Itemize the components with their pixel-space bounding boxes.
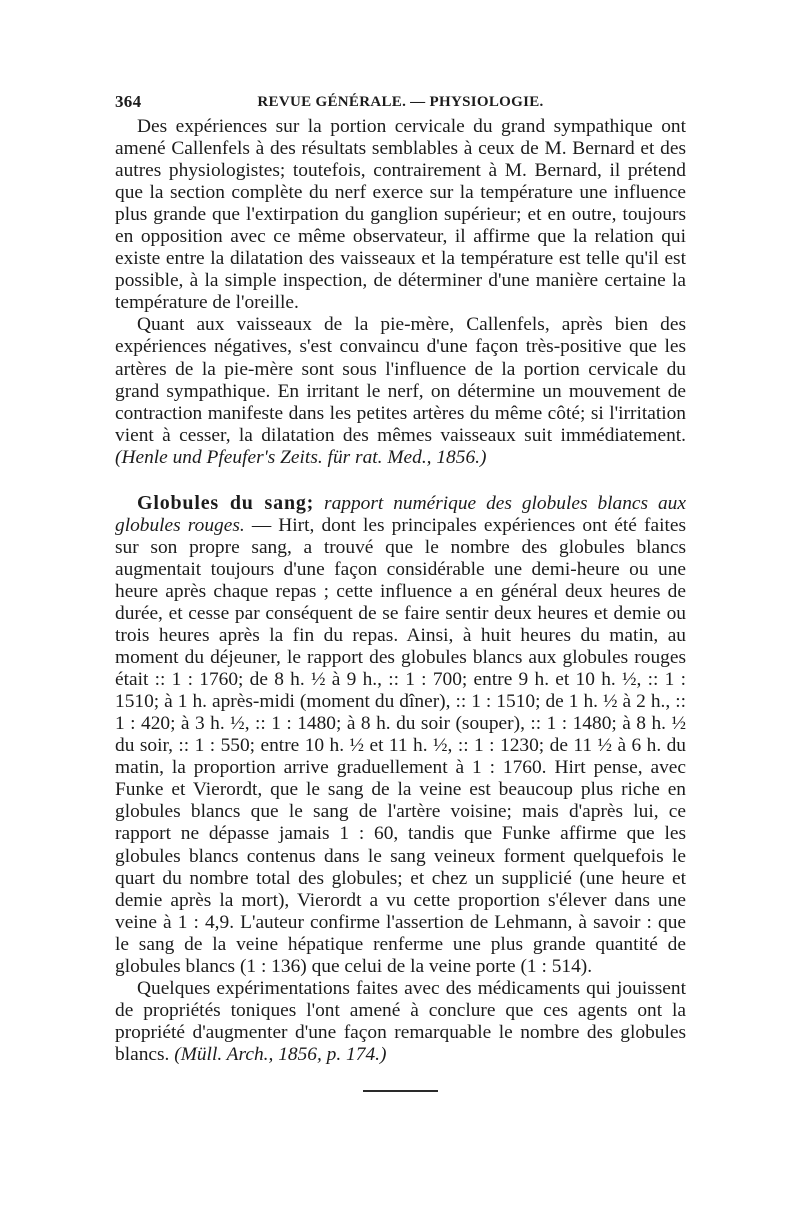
running-header: [115, 92, 686, 116]
paragraph-toniques-text: Quelques expérimentations faites avec des médicaments qui jouissent de propriétés toniques l'ont amené à conclure que ces agents ont la propriété d'augmenter d'une façon remarquable le nombre des globules blancs.: [115, 977, 686, 1065]
paragraph-globules-du-sang: [115, 492, 686, 978]
section-heading-globules: Globules du sang;: [137, 491, 315, 514]
paragraph-toniques: [115, 978, 686, 1066]
paragraph-globules-text: — Hirt, dont les principales expériences ont été faites sur son propre sang, a trouvé que le nombre des globules blancs augmentait toujours d'une façon considérable une demi-heure ou une heure après chaque repas ; cette influence a en général deux heures de durée, et cesse par conséquent de se faire sentir deux heures et demie ou trois heures après la fin du repas. Ainsi, à huit heures du matin, au moment du déjeuner, le rapport des globules blancs aux globules rouges était :: 1 : 1760; de 8 h. ½ à 9 h., :: 1 : 700; entre 9 h. et 10 h. ½, :: 1 : 1510; à 1 h. après-midi (moment du dîner), :: 1 : 1510; de 1 h. ½ à 2 h., :: 1 : 420; à 3 h. ½, :: 1 : 1480; à 8 h. du soir (souper), :: 1 : 1480; à 8 h. ½ du soir, :: 1 : 550; entre 10 h. ½ et 11 h. ½, :: 1 : 1230; de 11 ½ à 6 h. du matin, la proportion arrive graduellement à 1 : 1760. Hirt pense, avec Funke et Vierordt, que le sang de la veine est beaucoup plus riche en globules blancs que le sang de l'artère voisine; mais d'après lui, ce rapport ne dépasse jamais 1 : 60, tandis que Funke affirme que les globules blancs contenus dans le sang veineux forment quelquefois le quart du nombre total des globules; et chez un supplicié (une heure et demie après la mort), Vierordt a vu cette proportion s'élever dans une veine à 1 : 4,9. L'auteur confirme l'assertion de Lehmann, à savoir : que le sang de la veine hépatique renferme une plus grande quantité de globules blancs (1 : 136) que celui de la veine porte (1 : 514).: [115, 514, 686, 977]
page-number: 364: [115, 92, 142, 111]
section-end-rule: [363, 1090, 438, 1092]
document-page: [115, 92, 686, 1092]
section-subheading: rapport numérique des globules blancs aux globules rouges.: [115, 492, 686, 536]
paragraph-pie-mere-text: Quant aux vaisseaux de la pie-mère, Callenfels, après bien des expériences négatives, s'est convaincu d'une façon très-positive que les artères de la pie-mère sont sous l'influence de la portion cervicale du grand sympathique. En irritant le nerf, on détermine un mouvement de contraction manifeste dans les petites artères du même côté; si l'irritation vient à cesser, la dilatation des mêmes vaisseaux suit immédiatement.: [115, 314, 686, 446]
citation-henle-pfeufer: (Henle und Pfeufer's Zeits. für rat. Med., 1856.): [115, 446, 487, 468]
paragraph-pie-mere: [115, 314, 686, 468]
section-gap: [115, 469, 686, 492]
citation-muller-archiv: (Müll. Arch., 1856, p. 174.): [174, 1043, 387, 1065]
running-title: REVUE GÉNÉRALE. — PHYSIOLOGIE.: [257, 94, 544, 110]
paragraph-sympathique-cervical: Des expériences sur la portion cervicale du grand sympathique ont amené Callenfels à des résultats semblables à ceux de M. Bernard et des autres physiologistes; toutefois, contrairement à M. Bernard, il prétend que la section complète du nerf exerce sur la température une influence plus grande que l'extirpation du ganglion supérieur; et en outre, toujours en opposition avec ce même observateur, il affirme que la relation qui existe entre la dilatation des vaisseaux et la température est telle qu'il est possible, à la simple inspection, de déterminer d'une manière certaine la température de l'oreille.: [115, 116, 686, 314]
